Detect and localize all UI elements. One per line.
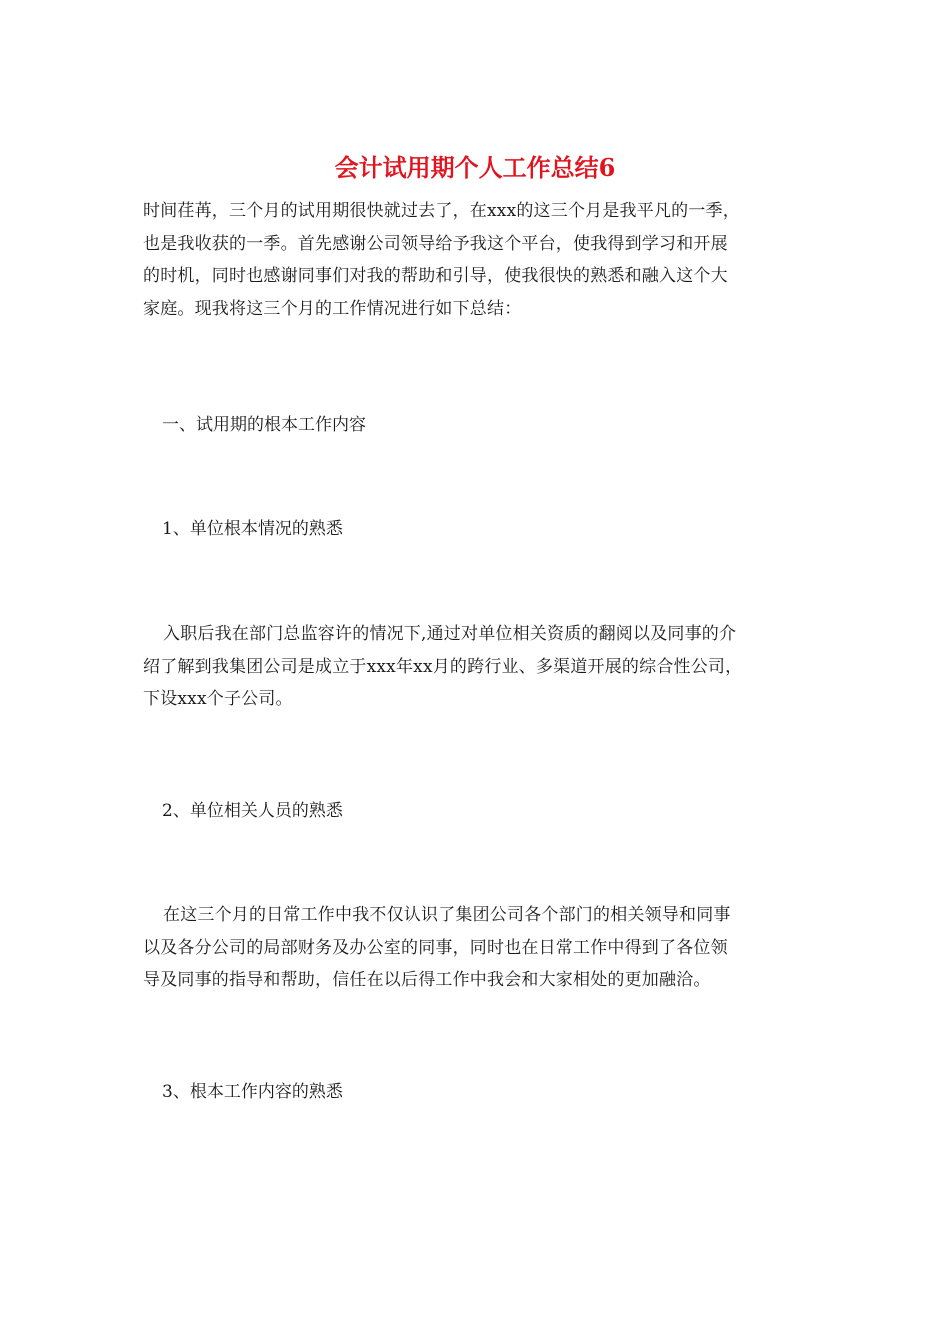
paragraph-line: 也是我收获的一季。首先感谢公司领导给予我这个平台，使我得到学习和开展	[143, 233, 728, 254]
paragraph-line: 入职后我在部门总监容许的情况下,通过对单位相关资质的翻阅以及同事的介	[163, 624, 737, 644]
paragraph-line: 下设xxx个子公司。	[143, 689, 293, 709]
paragraph-line: 的时机，同时也感谢同事们对我的帮助和引导，使我很快的熟悉和融入这个大	[143, 266, 728, 286]
paragraph-line: 时间荏苒，三个月的试用期很快就过去了，在xxx的这三个月是我平凡的一季，	[143, 201, 740, 221]
intro-paragraph	[143, 195, 823, 325]
subsection-heading-3: 3、根本工作内容的熟悉	[162, 1082, 343, 1102]
paragraph-line: 导及同事的指导和帮助，信任在以后得工作中我会和大家相处的更加融洽。	[143, 970, 711, 990]
subsection-heading-2: 2、单位相关人员的熟悉	[162, 801, 343, 821]
paragraph-line: 家庭。现我将这三个月的工作情况进行如下总结：	[143, 298, 522, 319]
paragraph-line: 以及各分公司的局部财务及办公室的同事，同时也在日常工作中得到了各位领	[143, 937, 728, 958]
item2-paragraph	[143, 899, 823, 997]
document-title: 会计试用期个人工作总结6	[334, 153, 616, 182]
paragraph-line: 绍了解到我集团公司是成立于xxx年xx月的跨行业、多渠道开展的综合性公司，	[143, 656, 743, 677]
paragraph-line: 在这三个月的日常工作中我不仅认识了集团公司各个部门的相关领导和同事	[163, 905, 731, 925]
subsection-heading-1: 1、单位根本情况的熟悉	[162, 519, 343, 539]
item1-paragraph	[143, 618, 823, 716]
section-heading: 一、试用期的根本工作内容	[162, 415, 366, 435]
